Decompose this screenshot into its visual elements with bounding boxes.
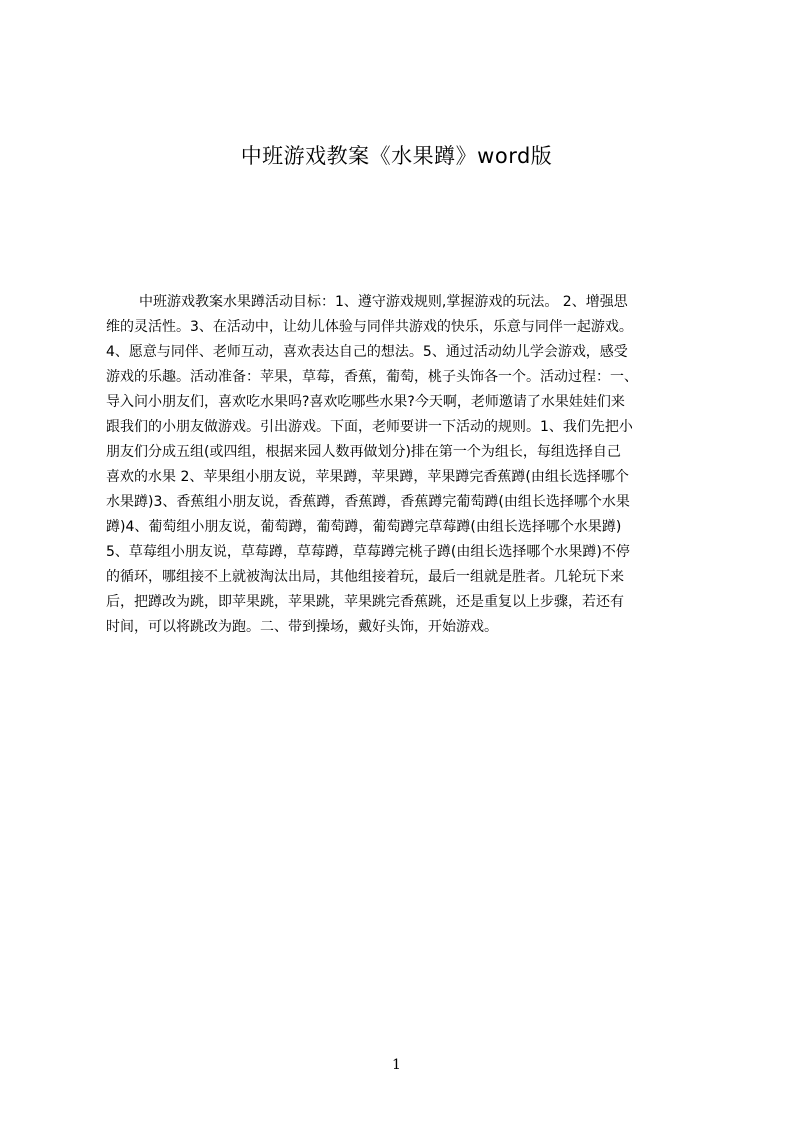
body-line: 导入问小朋友们，喜欢吃水果吗?喜欢吃哪些水果?今天啊，老师邀请了水果娃娃们来: [106, 394, 625, 410]
body-line: 游戏的乐趣。活动准备：苹果，草莓，香蕉，葡萄，桃子头饰各一个。活动过程：一、: [106, 369, 638, 385]
body-line: 维的灵活性。3、在活动中，让幼儿体验与同伴共游戏的快乐，乐意与同伴一起游戏。: [106, 319, 633, 335]
body-line: 4、愿意与同伴、老师互动，喜欢表达自己的想法。5、通过活动幼儿学会游戏，感受: [106, 344, 628, 360]
body-line: 5、草莓组小朋友说，草莓蹲，草莓蹲，草莓蹲完桃子蹲(由组长选择哪个水果蹲)不停: [106, 544, 630, 560]
document-body: [106, 290, 698, 662]
body-line: 朋友们分成五组(或四组，根据来园人数再做划分)排在第一个为组长，每组选择自己: [106, 444, 621, 460]
body-line: 时间，可以将跳改为跑。二、带到操场，戴好头饰，开始游戏。: [106, 619, 498, 635]
body-line: 中班游戏教案水果蹲活动目标：1、遵守游戏规则,掌握游戏的玩法。 2、增强思: [139, 294, 628, 310]
body-line: 的循环，哪组接不上就被淘汰出局，其他组接着玩，最后一组就是胜者。几轮玩下来: [106, 569, 624, 585]
body-line: 水果蹲)3、香蕉组小朋友说，香蕉蹲，香蕉蹲，香蕉蹲完葡萄蹲(由组长选择哪个水果: [106, 494, 630, 510]
body-line: 喜欢的水果 2、苹果组小朋友说，苹果蹲，苹果蹲，苹果蹲完香蕉蹲(由组长选择哪个: [106, 469, 629, 485]
document-title: 中班游戏教案《水果蹲》word版: [240, 144, 553, 168]
page-number: 1: [392, 1057, 401, 1073]
body-line: 后，把蹲改为跳，即苹果跳，苹果跳，苹果跳完香蕉跳，还是重复以上步骤，若还有: [106, 594, 624, 610]
body-line: 蹲)4、葡萄组小朋友说，葡萄蹲，葡萄蹲，葡萄蹲完草莓蹲(由组长选择哪个水果蹲): [106, 519, 622, 535]
body-line: 跟我们的小朋友做游戏。引出游戏。下面，老师要讲一下活动的规则。1、我们先把小: [106, 419, 633, 435]
